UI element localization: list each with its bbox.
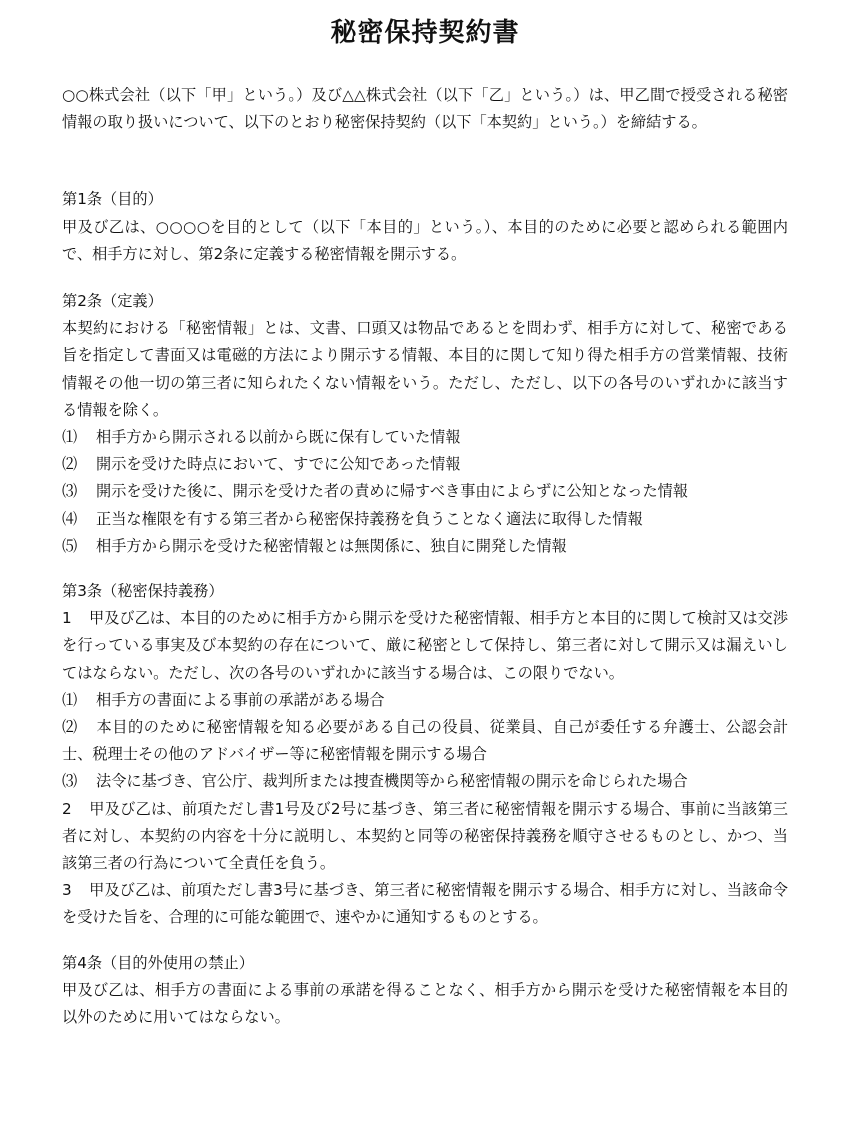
item-number: ⑴ bbox=[62, 428, 78, 447]
article-4 bbox=[62, 950, 788, 1032]
paragraph-text: 甲及び乙は、前項ただし書3号に基づき、第三者に秘密情報を開示する場合、相手方に対し、当該命令を受けた旨を、合理的に可能な範囲で、速やかに通知するものとする。 bbox=[62, 881, 788, 927]
article-2-item bbox=[62, 506, 788, 533]
item-number: ⑴ bbox=[62, 690, 78, 709]
article-3-item bbox=[62, 687, 788, 714]
item-number: ⑶ bbox=[62, 772, 78, 791]
article-3-item bbox=[62, 714, 788, 768]
item-text: 開示を受けた後に、開示を受けた者の責めに帰すべき事由によらずに公知となった情報 bbox=[96, 482, 689, 501]
article-1-body: 甲及び乙は、○○○○を目的として（以下「本目的」という。）、本目的のために必要と認められる範囲内で、相手方に対し、第2条に定義する秘密情報を開示する。 bbox=[62, 217, 788, 263]
item-number: ⑸ bbox=[62, 536, 78, 555]
article-2 bbox=[62, 288, 788, 560]
document-title: 秘密保持契約書 bbox=[330, 18, 520, 48]
article-1-heading: 第1条（目的） bbox=[62, 190, 163, 209]
paragraph-text: 甲及び乙は、前項ただし書1号及び2号に基づき、第三者に秘密情報を開示する場合、事前に当該第三者に対し、本契約の内容を十分に説明し、本契約と同等の秘密保持義務を順守させるものとし、かつ、当該第三者の行為について全責任を負う。 bbox=[62, 799, 788, 873]
article-4-body: 甲及び乙は、相手方の書面による事前の承諾を得ることなく、相手方から開示を受けた秘密情報を本目的以外のために用いてはならない。 bbox=[62, 980, 788, 1027]
item-text: 正当な権限を有する第三者から秘密保持義務を負うことなく適法に取得した情報 bbox=[96, 509, 643, 528]
item-text: 相手方の書面による事前の承諾がある場合 bbox=[96, 690, 385, 709]
article-3-paragraph-3 bbox=[62, 877, 788, 931]
paragraph-number: 2 bbox=[62, 799, 72, 818]
paragraph-number: 3 bbox=[62, 881, 72, 900]
article-3-paragraph-1 bbox=[62, 605, 788, 687]
paragraph-text: 甲及び乙は、本目的のために相手方から開示を受けた秘密情報、相手方と本目的に関して検討又は交渉を行っている事実及び本契約の存在について、厳に秘密として保持し、第三者に対して開示又は漏えいしてはならない。ただし、次の各号のいずれかに該当する場合は、この限りでない。 bbox=[62, 609, 789, 682]
item-text: 開示を受けた時点において、すでに公知であった情報 bbox=[96, 455, 461, 474]
item-number: ⑷ bbox=[62, 509, 78, 528]
item-text: 法令に基づき、官公庁、裁判所または捜査機関等から秘密情報の開示を命じられた場合 bbox=[96, 772, 688, 791]
item-number: ⑵ bbox=[62, 718, 78, 737]
article-3 bbox=[62, 578, 788, 932]
item-text: 相手方から開示を受けた秘密情報とは無関係に、独自に開発した情報 bbox=[96, 536, 567, 555]
article-4-heading: 第4条（目的外使用の禁止） bbox=[62, 953, 254, 972]
article-2-item bbox=[62, 478, 788, 505]
item-number: ⑶ bbox=[62, 482, 78, 501]
item-number: ⑵ bbox=[62, 455, 78, 474]
article-2-item bbox=[62, 451, 788, 478]
paragraph-number: 1 bbox=[62, 609, 72, 628]
article-3-heading: 第3条（秘密保持義務） bbox=[62, 582, 224, 601]
article-2-item bbox=[62, 424, 788, 451]
article-2-item bbox=[62, 533, 788, 560]
article-2-body: 本契約における「秘密情報」とは、文書、口頭又は物品であるとを問わず、相手方に対して、秘密である旨を指定して書面又は電磁的方法により開示する情報、本目的に関して知り得た相手方の営業情報、技術情報その他一切の第三者に知られたくない情報をいう。ただし、ただし、以下の各号のいずれかに該当する情報を除く。 bbox=[62, 319, 789, 419]
article-2-heading: 第2条（定義） bbox=[62, 292, 163, 311]
item-text: 相手方から開示される以前から既に保有していた情報 bbox=[96, 428, 461, 447]
article-3-paragraph-2 bbox=[62, 796, 788, 878]
item-text: 本目的のために秘密情報を知る必要がある自己の役員、従業員、自己が委任する弁護士、公認会計士、税理士その他のアドバイザー等に秘密情報を開示する場合 bbox=[62, 718, 788, 764]
article-1 bbox=[62, 186, 788, 268]
intro-paragraph: ○○株式会社（以下「甲」という。）及び△△株式会社（以下「乙」という。）は、甲乙間で授受される秘密情報の取り扱いについて、以下のとおり秘密保持契約（以下「本契約」という。）を締結する。 bbox=[62, 86, 788, 132]
article-3-item bbox=[62, 768, 788, 795]
